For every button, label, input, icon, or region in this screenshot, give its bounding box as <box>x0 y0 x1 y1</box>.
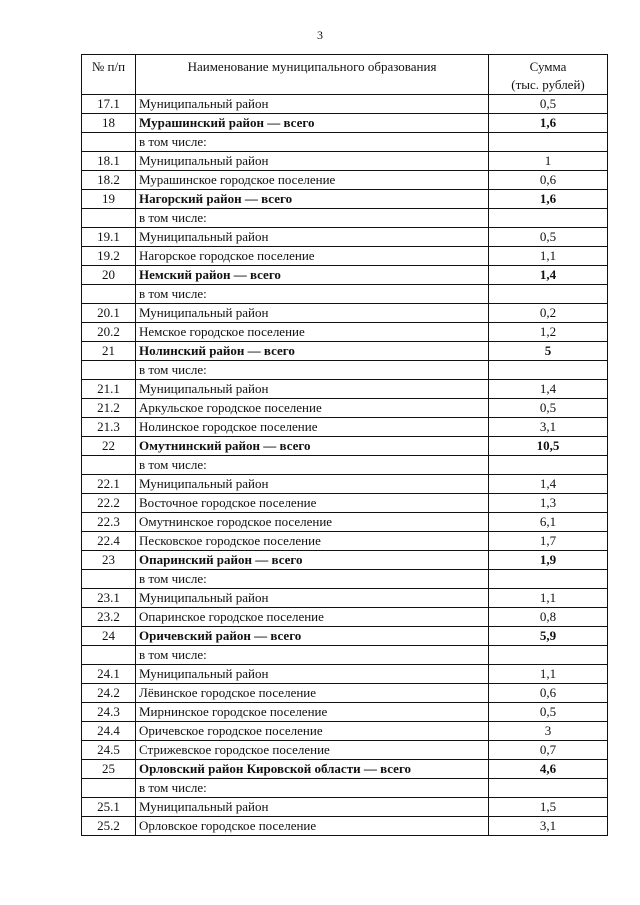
row-name: Мурашинское городское поселение <box>136 171 489 190</box>
row-name: Стрижевское городское поселение <box>136 741 489 760</box>
row-sum: 1,3 <box>489 494 608 513</box>
table-row <box>82 779 608 798</box>
header-sum-line1: Сумма <box>529 59 567 74</box>
row-number: 24.5 <box>82 741 136 760</box>
table-row <box>82 133 608 152</box>
table-row <box>82 703 608 722</box>
row-sum <box>489 570 608 589</box>
table-row <box>82 228 608 247</box>
row-sum <box>489 456 608 475</box>
row-name: Омутнинское городское поселение <box>136 513 489 532</box>
row-name: Муниципальный район <box>136 304 489 323</box>
row-name: в том числе: <box>136 570 489 589</box>
row-number: 20.1 <box>82 304 136 323</box>
row-number: 19 <box>82 190 136 209</box>
row-name: Омутнинский район — всего <box>136 437 489 456</box>
table-row <box>82 551 608 570</box>
row-sum: 1,9 <box>489 551 608 570</box>
table-row <box>82 152 608 171</box>
row-sum: 1 <box>489 152 608 171</box>
table-row <box>82 494 608 513</box>
row-sum: 1,5 <box>489 798 608 817</box>
row-sum: 0,8 <box>489 608 608 627</box>
row-sum: 3,1 <box>489 817 608 836</box>
table-row <box>82 209 608 228</box>
row-sum: 3,1 <box>489 418 608 437</box>
table-row <box>82 627 608 646</box>
row-name: Нагорское городское поселение <box>136 247 489 266</box>
row-number: 24.2 <box>82 684 136 703</box>
row-sum <box>489 133 608 152</box>
row-number: 18 <box>82 114 136 133</box>
row-name: Аркульское городское поселение <box>136 399 489 418</box>
row-number: 19.2 <box>82 247 136 266</box>
table-row <box>82 95 608 114</box>
row-number <box>82 361 136 380</box>
row-sum: 0,6 <box>489 171 608 190</box>
row-sum: 6,1 <box>489 513 608 532</box>
row-number: 22.3 <box>82 513 136 532</box>
row-sum <box>489 646 608 665</box>
row-name: Опаринское городское поселение <box>136 608 489 627</box>
row-sum: 1,4 <box>489 380 608 399</box>
table-row <box>82 323 608 342</box>
table-row <box>82 361 608 380</box>
row-number: 21.3 <box>82 418 136 437</box>
row-sum: 0,5 <box>489 95 608 114</box>
row-name: Лёвинское городское поселение <box>136 684 489 703</box>
row-name: Восточное городское поселение <box>136 494 489 513</box>
row-number <box>82 133 136 152</box>
table-row <box>82 437 608 456</box>
row-sum: 1,6 <box>489 114 608 133</box>
row-name: Муниципальный район <box>136 589 489 608</box>
row-number <box>82 209 136 228</box>
row-name: Опаринский район — всего <box>136 551 489 570</box>
row-number: 23 <box>82 551 136 570</box>
row-sum: 0,2 <box>489 304 608 323</box>
row-name: Муниципальный район <box>136 228 489 247</box>
row-number: 20 <box>82 266 136 285</box>
row-name: Мурашинский район — всего <box>136 114 489 133</box>
row-name: Оричевское городское поселение <box>136 722 489 741</box>
row-name: в том числе: <box>136 133 489 152</box>
row-number: 23.1 <box>82 589 136 608</box>
row-name: Нолинское городское поселение <box>136 418 489 437</box>
row-name: Нолинский район — всего <box>136 342 489 361</box>
row-number: 19.1 <box>82 228 136 247</box>
row-sum: 1,1 <box>489 247 608 266</box>
row-name: в том числе: <box>136 361 489 380</box>
table-row <box>82 171 608 190</box>
table-row <box>82 190 608 209</box>
row-sum <box>489 779 608 798</box>
row-number <box>82 779 136 798</box>
row-number: 22.4 <box>82 532 136 551</box>
row-number: 25 <box>82 760 136 779</box>
table-body <box>82 95 608 836</box>
row-sum: 10,5 <box>489 437 608 456</box>
table-row <box>82 532 608 551</box>
row-sum: 1,4 <box>489 475 608 494</box>
row-name: в том числе: <box>136 456 489 475</box>
row-sum <box>489 361 608 380</box>
row-name: Муниципальный район <box>136 475 489 494</box>
row-name: Нагорский район — всего <box>136 190 489 209</box>
row-number: 21.2 <box>82 399 136 418</box>
row-sum: 0,5 <box>489 703 608 722</box>
header-num: № п/п <box>82 55 136 95</box>
row-number <box>82 456 136 475</box>
table-row <box>82 114 608 133</box>
row-number: 17.1 <box>82 95 136 114</box>
row-name: в том числе: <box>136 209 489 228</box>
row-number: 24 <box>82 627 136 646</box>
table-row <box>82 266 608 285</box>
row-name: Орловское городское поселение <box>136 817 489 836</box>
row-name: в том числе: <box>136 646 489 665</box>
row-sum: 1,2 <box>489 323 608 342</box>
row-name: Муниципальный район <box>136 152 489 171</box>
row-name: Муниципальный район <box>136 95 489 114</box>
row-number: 22.2 <box>82 494 136 513</box>
row-number: 18.2 <box>82 171 136 190</box>
row-sum <box>489 285 608 304</box>
table-row <box>82 342 608 361</box>
row-number <box>82 646 136 665</box>
table-row <box>82 570 608 589</box>
row-name: Песковское городское поселение <box>136 532 489 551</box>
row-sum: 0,5 <box>489 228 608 247</box>
row-sum: 0,6 <box>489 684 608 703</box>
row-number: 20.2 <box>82 323 136 342</box>
row-name: Орловский район Кировской области — всего <box>136 760 489 779</box>
table-row <box>82 456 608 475</box>
row-number: 21 <box>82 342 136 361</box>
row-sum: 3 <box>489 722 608 741</box>
row-number: 25.2 <box>82 817 136 836</box>
table-row <box>82 722 608 741</box>
row-number: 22 <box>82 437 136 456</box>
row-name: в том числе: <box>136 285 489 304</box>
table-row <box>82 741 608 760</box>
table-row <box>82 760 608 779</box>
table-row <box>82 380 608 399</box>
table-row <box>82 684 608 703</box>
row-sum: 5 <box>489 342 608 361</box>
row-number: 25.1 <box>82 798 136 817</box>
page-number: 3 <box>317 28 323 42</box>
table-row <box>82 798 608 817</box>
row-name: Муниципальный район <box>136 380 489 399</box>
table-row <box>82 817 608 836</box>
header-name: Наименование муниципального образования <box>136 55 489 95</box>
row-sum: 1,1 <box>489 665 608 684</box>
budget-table <box>81 54 608 836</box>
row-number: 18.1 <box>82 152 136 171</box>
row-sum: 1,1 <box>489 589 608 608</box>
table-header-row <box>82 55 608 95</box>
row-number: 24.4 <box>82 722 136 741</box>
row-name: в том числе: <box>136 779 489 798</box>
row-sum: 0,7 <box>489 741 608 760</box>
row-number: 22.1 <box>82 475 136 494</box>
table-row <box>82 475 608 494</box>
row-sum: 1,6 <box>489 190 608 209</box>
header-sum-line2: (тыс. рублей) <box>511 77 585 92</box>
row-number: 21.1 <box>82 380 136 399</box>
row-sum: 1,7 <box>489 532 608 551</box>
table-row <box>82 665 608 684</box>
row-name: Немское городское поселение <box>136 323 489 342</box>
row-name: Оричевский район — всего <box>136 627 489 646</box>
table-row <box>82 304 608 323</box>
row-name: Муниципальный район <box>136 798 489 817</box>
row-name: Муниципальный район <box>136 665 489 684</box>
table-row <box>82 418 608 437</box>
row-number <box>82 285 136 304</box>
row-name: Мирнинское городское поселение <box>136 703 489 722</box>
row-sum: 1,4 <box>489 266 608 285</box>
table-row <box>82 247 608 266</box>
row-number <box>82 570 136 589</box>
row-sum: 4,6 <box>489 760 608 779</box>
row-number: 23.2 <box>82 608 136 627</box>
table-row <box>82 285 608 304</box>
row-sum: 0,5 <box>489 399 608 418</box>
row-sum: 5,9 <box>489 627 608 646</box>
table-row <box>82 589 608 608</box>
row-name: Немский район — всего <box>136 266 489 285</box>
row-number: 24.3 <box>82 703 136 722</box>
table-row <box>82 513 608 532</box>
header-sum <box>489 55 608 95</box>
table-row <box>82 399 608 418</box>
row-sum <box>489 209 608 228</box>
row-number: 24.1 <box>82 665 136 684</box>
table-row <box>82 646 608 665</box>
table-row <box>82 608 608 627</box>
